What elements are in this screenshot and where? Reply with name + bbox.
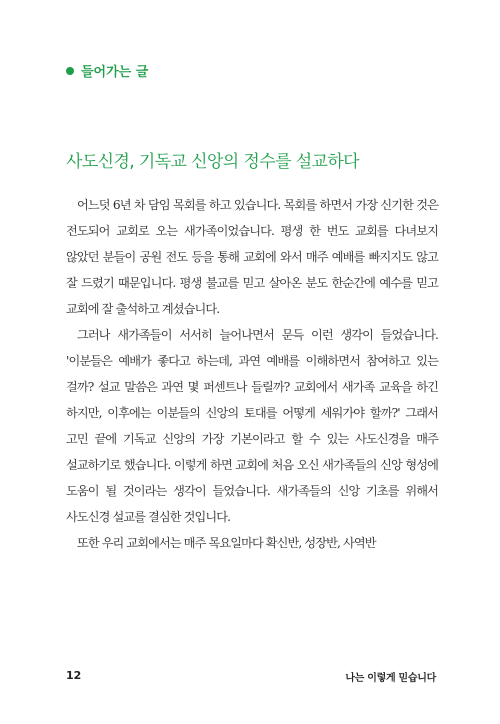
section-label-text: 들어가는 글 [81,65,149,80]
running-title: 나는 이렇게 믿습니다 [345,673,436,684]
bullet-dot-icon [66,67,74,75]
paragraph-2: 그러나 새가족들이 서서히 늘어나면서 문득 이런 생각이 들었습니다. '이분들은 예배가 좋다고 하는데, 과연 예배를 이해하면서 참여하고 있는 걸까? 설교 말씀은 과연 몇 퍼센트나 들릴까? 교회에서 새가족 교육을 하긴 하지만, 이후에는 이분들의 신앙의 토대를 어떻게 세워가야 할까?' 그래서 고민 끝에 기독교 신앙의 가장 기본이라고 할 수 있는 사도신경을 매주 설교하기로 했습니다. 이렇게 하면 교회에 처음 오신 새가족들의 신앙 형성에 도움이 될 것이라는 생각이 들었습니다. 새가족들의 신앙 기초를 위해서 사도신경 설교를 결심한 것입니다. [66,328,438,524]
paragraph-3: 또한 우리 교회에서는 매주 목요일마다 확신반, 성장반, 사역반 [76,536,376,550]
page-number: 12 [66,669,82,682]
body-text [66,192,438,556]
section-label [66,61,148,80]
chapter-title: 사도신경, 기독교 신앙의 정수를 설교하다 [66,152,359,172]
paragraph-1: 어느덧 6년 차 담임 목회를 하고 있습니다. 목회를 하면서 가장 신기한 것은 전도되어 교회로 오는 새가족이었습니다. 평생 한 번도 교회를 다녀보지 않았던 분들이 공원 전도 등을 통해 교회에 와서 매주 예배를 빠지지도 않고 잘 드렸기 때문입니다. 평생 불교를 믿고 살아온 분도 한순간에 예수를 믿고 교회에 잘 출석하고 계셨습니다. [66,198,438,316]
